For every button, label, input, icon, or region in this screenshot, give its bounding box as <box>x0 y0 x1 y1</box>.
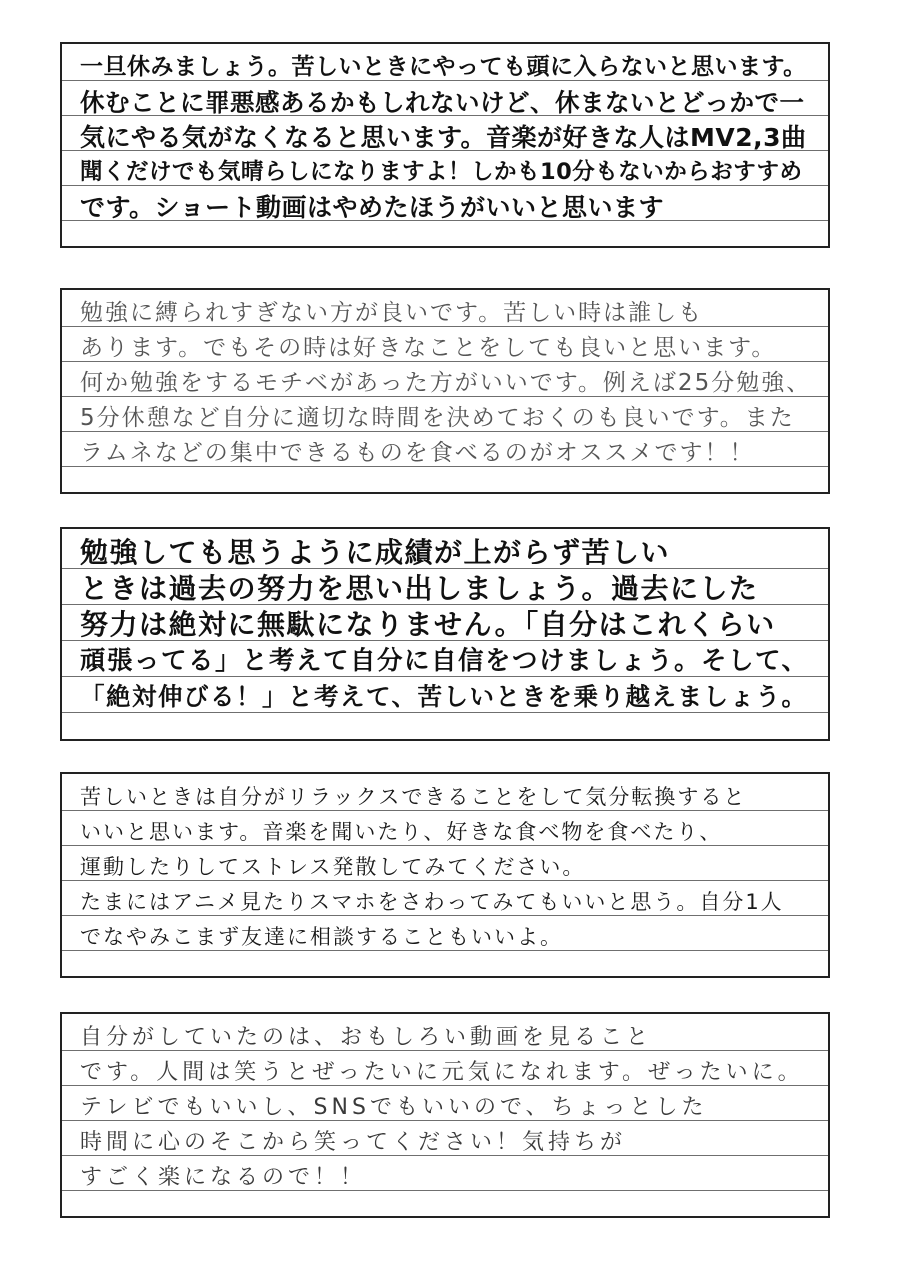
answer-2-line-4: 5分休憩など自分に適切な時間を決めておくのも良いです。また <box>80 405 795 431</box>
answer-5-line-4: 時間に心のそこから笑ってください！気持ちが <box>80 1130 627 1155</box>
handwritten-answer-card-4 <box>60 772 830 978</box>
handwritten-answer-card-2 <box>60 288 830 494</box>
handwritten-answer-card-1 <box>60 42 830 248</box>
handwritten-answer-card-3 <box>60 527 830 741</box>
answer-3-line-5: 「絶対伸びる！」と考えて、苦しいときを乗り越えましょう。 <box>80 682 808 711</box>
answer-3-line-2: ときは過去の努力を思い出しましょう。過去にした <box>80 572 759 605</box>
answer-2-line-3: 何か勉強をするモチベがあった方がいいです。例えば25分勉強、 <box>80 370 812 396</box>
answer-5-line-3: テレビでもいいし、SNSでもいいので、ちょっとした <box>80 1095 708 1120</box>
handwritten-answer-card-5 <box>60 1012 830 1218</box>
answer-4-line-2: いいと思います。音楽を聞いたり、好きな食べ物を食べたり、 <box>80 820 723 844</box>
answer-5-line-2: です。人間は笑うとぜったいに元気になれます。ぜったいに。 <box>80 1060 804 1085</box>
answer-2-line-2: あります。でもその時は好きなことをしても良いと思います。 <box>80 335 777 361</box>
answer-3-line-1: 勉強しても思うように成績が上がらず苦しい <box>80 536 671 569</box>
answer-5-line-5: すごく楽になるので！！ <box>80 1165 367 1190</box>
answer-3-line-3: 努力は絶対に無駄になりません。「自分はこれくらい <box>80 608 776 641</box>
answer-1-line-2: 休むことに罪悪感あるかもしれないけど、休まないとどっかで一 <box>80 88 805 117</box>
answer-4-line-3: 運動したりしてストレス発散してみてください。 <box>80 855 586 879</box>
answer-1-line-5: です。ショート動画はやめたほうがいいと思います <box>80 193 665 222</box>
answer-1-line-3: 気にやる気がなくなると思います。音楽が好きな人はMV2,3曲 <box>80 123 807 152</box>
answer-3-line-4: 頑張ってる」と考えて自分に自信をつけましょう。そして、 <box>80 646 809 676</box>
answer-4-line-5: でなやみこまず友達に相談することもいいよ。 <box>80 925 563 949</box>
answer-5-line-1: 自分がしていたのは、おもしろい動画を見ること <box>80 1025 653 1050</box>
answer-4-line-1: 苦しいときは自分がリラックスできることをして気分転換すると <box>80 785 747 809</box>
answer-4-line-4: たまにはアニメ見たりスマホをさわってみてもいいと思う。自分1人 <box>80 890 784 914</box>
answer-1-line-1: 一旦休みましょう。苦しいときにやっても頭に入らないと思います。 <box>80 54 807 80</box>
answer-1-line-4: 聞くだけでも気晴らしになりますよ！しかも10分もないからおすすめ <box>80 159 803 185</box>
answer-2-line-1: 勉強に縛られすぎない方が良いです。苦しい時は誰しも <box>80 300 704 326</box>
answer-2-line-5: ラムネなどの集中できるものを食べるのがオススメです！！ <box>80 440 755 466</box>
